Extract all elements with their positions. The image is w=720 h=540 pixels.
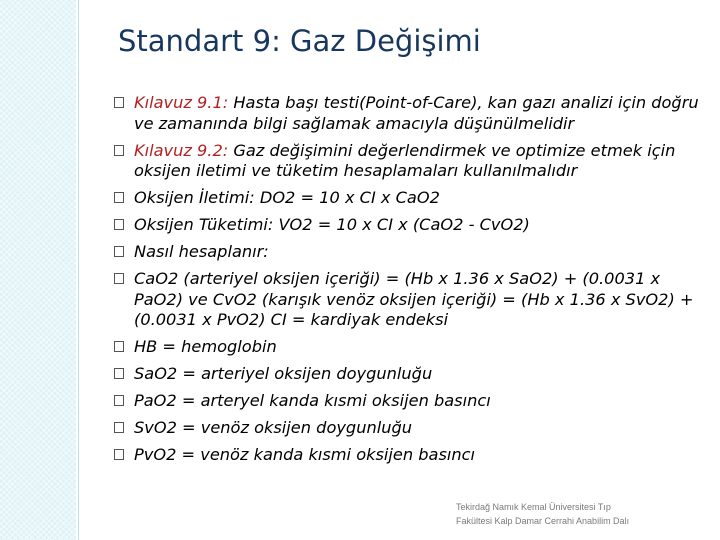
bullet-item-cao2-formula	[114, 269, 709, 331]
bullet-text: Hasta başı testi(Point-of-Care), kan gazı analizi için doğru ve zamanında bilgi sağlamak amacıyla düşünülmelidir	[134, 93, 699, 133]
slide-footer	[456, 500, 629, 528]
footer-line-1: Tekirdağ Namık Kemal Üniversitesi Tıp	[456, 502, 611, 512]
bullet-item-guideline-9-2	[114, 141, 709, 182]
guideline-label: Kılavuz 9.2:	[134, 140, 229, 160]
bullet-text: Oksijen İletimi: DO2 = 10 x CI x CaO2	[134, 188, 440, 208]
bullet-item-oxygen-consumption	[114, 215, 709, 236]
bullet-text: HB = hemoglobin	[134, 337, 277, 357]
checkbox-bullet-icon	[114, 422, 124, 433]
bullet-item-pao2	[114, 391, 709, 412]
bullet-item-pvo2	[114, 445, 709, 466]
bullet-list	[114, 93, 709, 472]
bullet-text: SaO2 = arteriyel oksijen doygunluğu	[134, 364, 433, 384]
side-decoration-band	[0, 0, 76, 540]
bullet-text: SvO2 = venöz oksijen doygunluğu	[134, 418, 413, 438]
bullet-item-oxygen-delivery	[114, 188, 709, 209]
checkbox-bullet-icon	[114, 246, 124, 257]
bullet-item-guideline-9-1	[114, 93, 709, 134]
checkbox-bullet-icon	[114, 219, 124, 230]
checkbox-bullet-icon	[114, 192, 124, 203]
side-decoration-line	[78, 0, 79, 540]
bullet-item-sao2	[114, 364, 709, 385]
checkbox-bullet-icon	[114, 395, 124, 406]
bullet-text: Nasıl hesaplanır:	[134, 242, 269, 262]
slide-title: Standart 9: Gaz Değişimi	[118, 24, 481, 58]
bullet-text: PvO2 = venöz kanda kısmi oksijen basıncı	[134, 445, 476, 465]
bullet-item-hb	[114, 337, 709, 358]
bullet-text: Gaz değişimini değerlendirmek ve optimize etmek için oksijen iletimi ve tüketim hesaplamaları kullanılmalıdır	[134, 140, 676, 181]
checkbox-bullet-icon	[114, 449, 124, 460]
checkbox-bullet-icon	[114, 341, 124, 352]
checkbox-bullet-icon	[114, 145, 124, 156]
bullet-item-how-to-calculate	[114, 242, 709, 263]
checkbox-bullet-icon	[114, 368, 124, 379]
bullet-text: CaO2 (arteriyel oksijen içeriği) = (Hb x 1.36 x SaO2) + (0.0031 x PaO2) ve CvO2 (karışık venöz oksijen içeriği) = (Hb x 1.36 x SvO2) + (0.0031 x PvO2) CI = kardiyak endeksi	[134, 269, 694, 330]
bullet-item-svo2	[114, 418, 709, 439]
checkbox-bullet-icon	[114, 273, 124, 284]
footer-line-2: Fakültesi Kalp Damar Cerrahi Anabilim Dalı	[456, 516, 630, 526]
bullet-text: Oksijen Tüketimi: VO2 = 10 x CI x (CaO2 - CvO2)	[134, 215, 530, 235]
bullet-text: PaO2 = arteryel kanda kısmi oksijen basıncı	[134, 391, 491, 411]
checkbox-bullet-icon	[114, 97, 124, 108]
guideline-label: Kılavuz 9.1:	[134, 93, 229, 112]
